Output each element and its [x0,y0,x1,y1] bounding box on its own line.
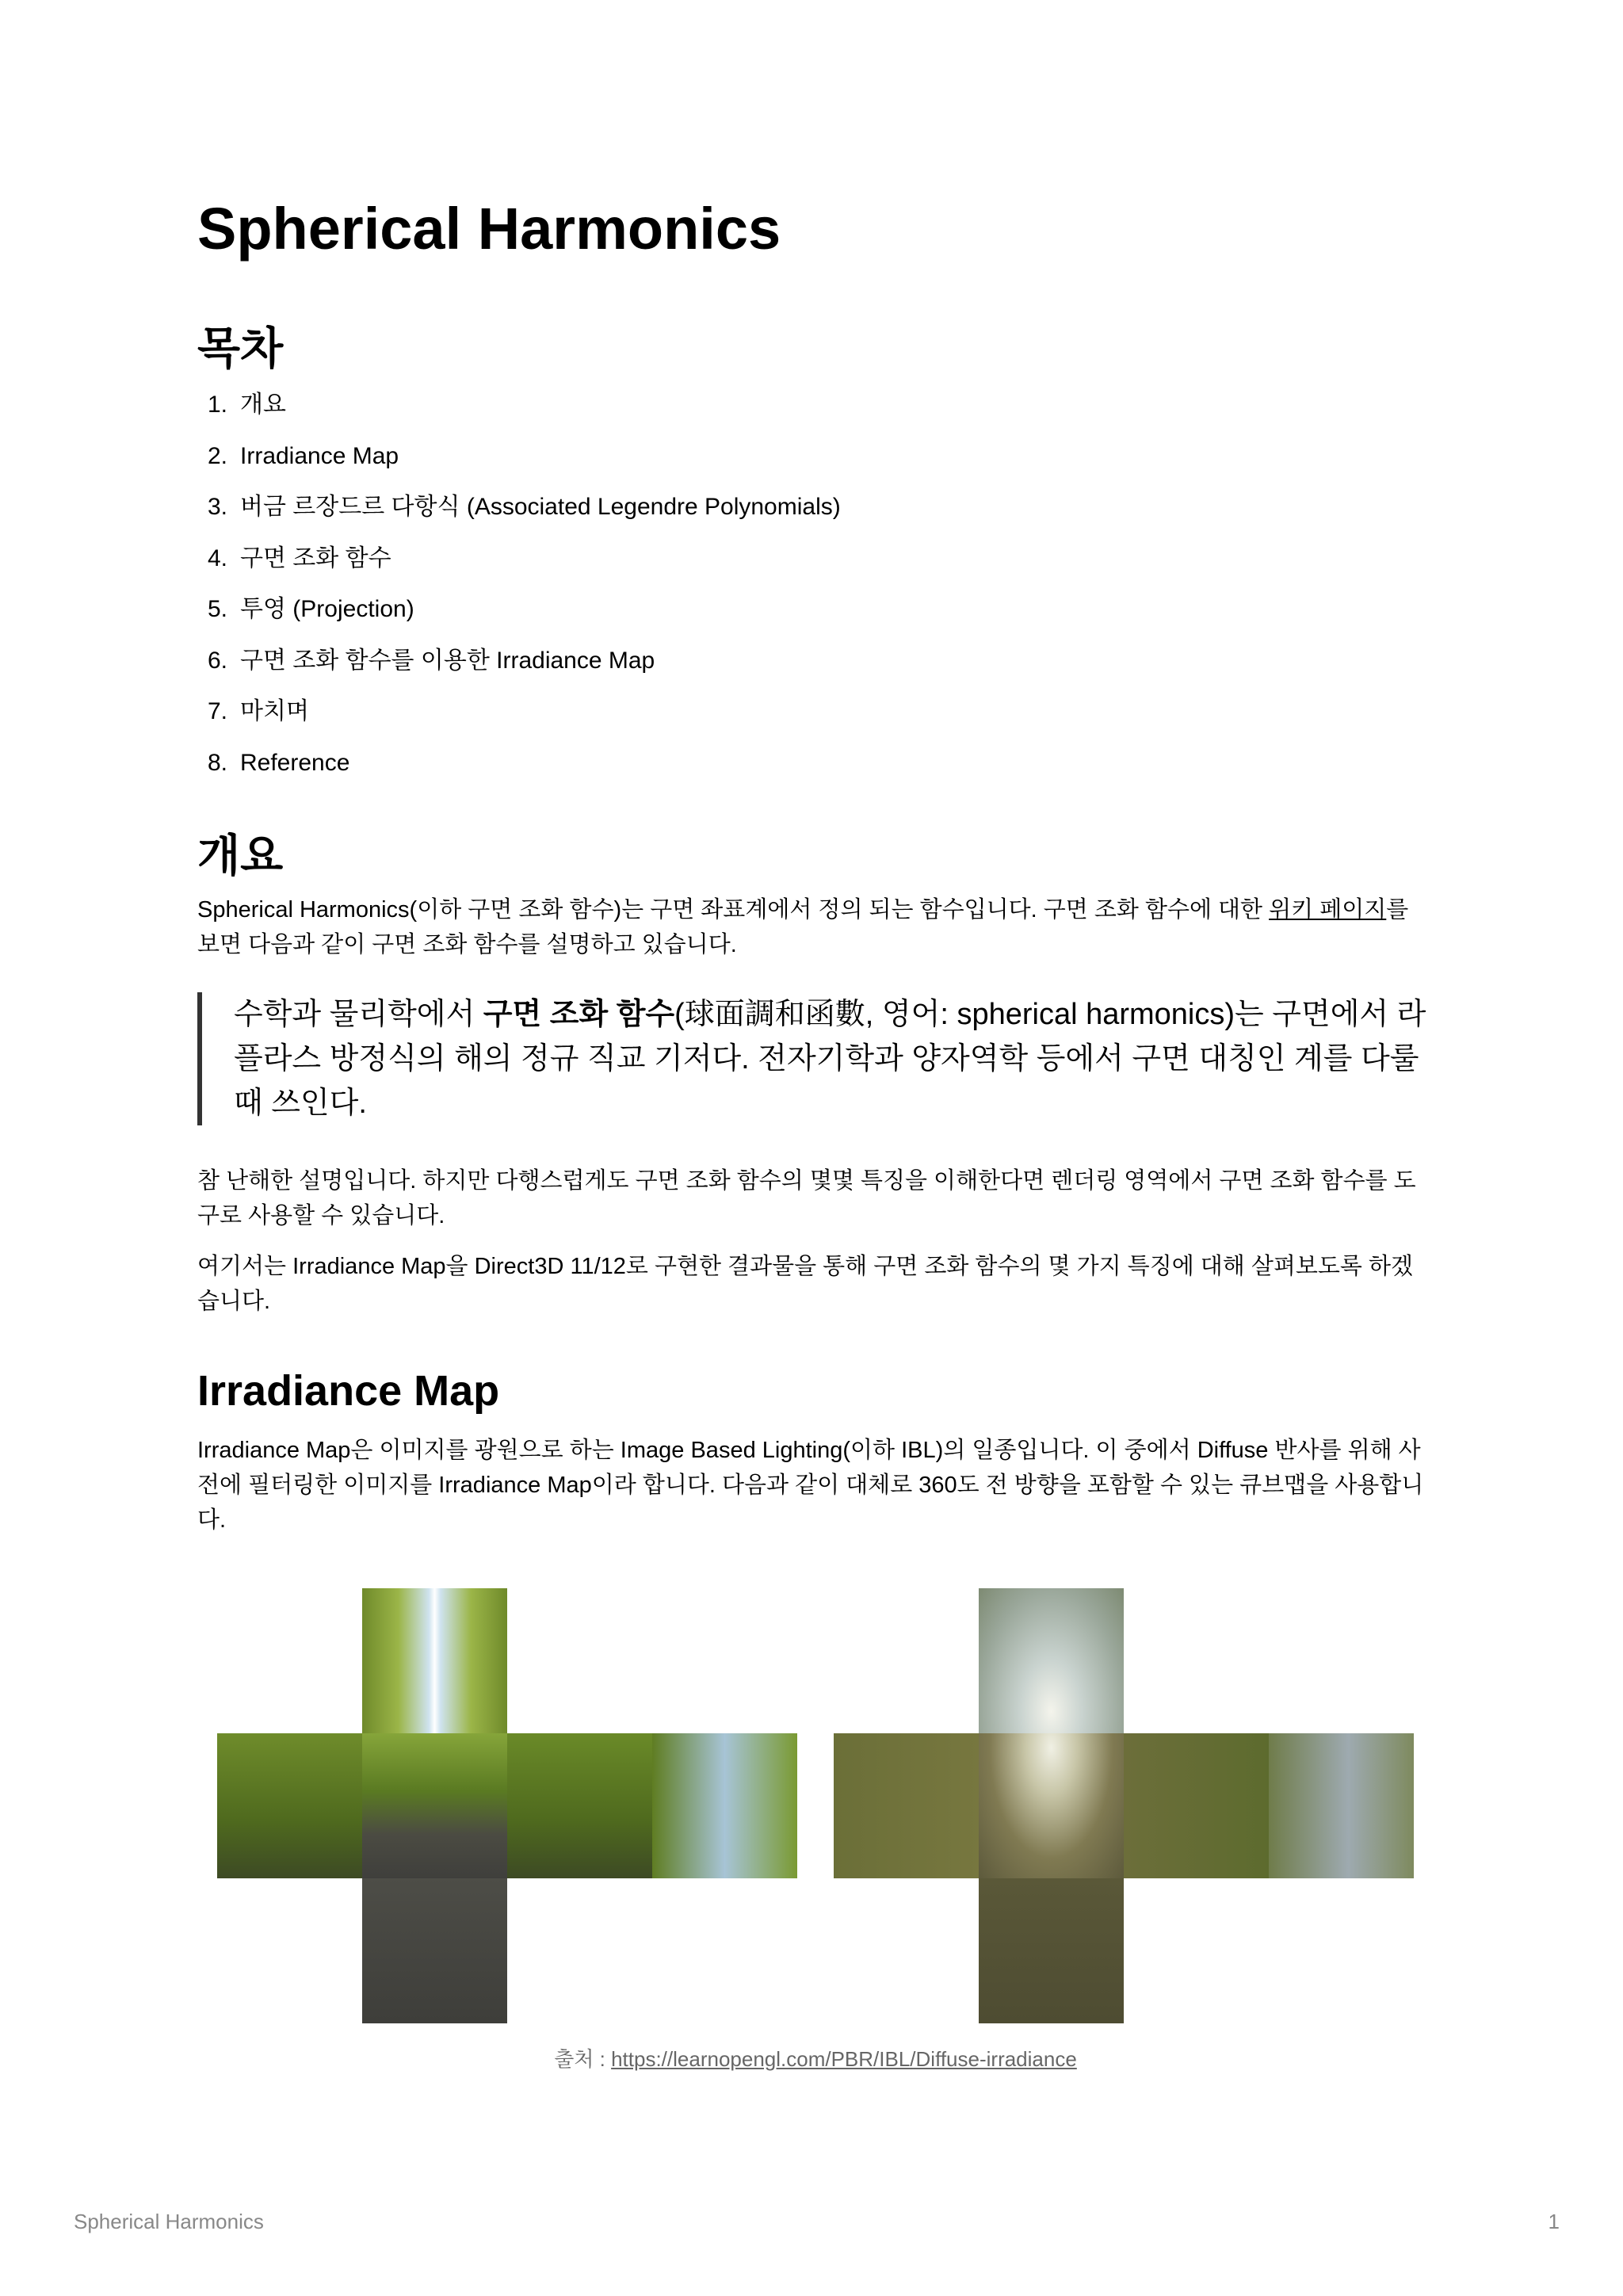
toc-item-label: 구면 조화 함수 [240,544,391,571]
overview-paragraph-1: Spherical Harmonics(이하 구면 조화 함수)는 구면 좌표계에서 정의 되는 함수입니다. 구면 조화 함수에 대한 위키 페이지를 보면 다음과 같이 구면 조화 함수를 설명하고 있습니다. [197,897,1409,957]
toc-heading: 목차 [197,323,284,373]
toc-item[interactable]: 1. 개요 [197,386,841,437]
overview-paragraph-2: 참 난해한 설명입니다. 하지만 다행스럽게도 구면 조화 함수의 몇몇 특징을 이해한다면 렌더링 영역에서 구면 조화 함수를 도구로 사용할 수 있습니다. [197,1168,1416,1228]
irradiance-cubemap-image [834,1588,1414,2023]
table-of-contents [197,386,841,795]
toc-item-label: Reference [240,749,350,776]
overview-heading: 개요 [197,831,284,881]
page-title: Spherical Harmonics [197,196,781,262]
toc-item[interactable]: 2. Irradiance Map [197,437,841,489]
wiki-page-link[interactable]: 위키 페이지 [1269,897,1387,923]
toc-item-label: Irradiance Map [240,442,399,469]
irradiance-heading: Irradiance Map [197,1367,500,1415]
wiki-quote: 수학과 물리학에서 구면 조화 함수(球面調和函數, 영어: spherical harmonics)는 구면에서 라플라스 방정식의 해의 정규 직교 기저다. 전자기학과 양자역학 등에서 구면 대칭인 계를 다룰 때 쓰인다. [197,992,1434,1125]
toc-item[interactable]: 5. 투영 (Projection) [197,590,841,642]
footer-page-number: 1 [1548,2210,1560,2233]
toc-item[interactable]: 4. 구면 조화 함수 [197,540,841,591]
irradiance-paragraph: Irradiance Map은 이미지를 광원으로 하는 Image Based Lighting(이하 IBL)의 일종입니다. 이 중에서 Diffuse 반사를 위해 사전에 필터링한 이미지를 Irradiance Map이라 합니다. 다음과 같이 대체로 360도 전 방향을 포함할 수 있는 큐브맵을 사용합니다. [197,1438,1424,1533]
toc-item-label: 버금 르장드르 다항식 (Associated Legendre Polynomials) [240,494,841,520]
toc-item-label: 투영 (Projection) [240,596,414,622]
toc-item[interactable]: 8. Reference [197,744,841,796]
source-link[interactable]: https://learnopengl.com/PBR/IBL/Diffuse-irradiance [611,2047,1077,2071]
quote-bold-term: 구면 조화 함수 [483,998,675,1031]
toc-item-label: 개요 [240,392,286,418]
overview-paragraph-3: 여기서는 Irradiance Map을 Direct3D 11/12로 구현한 결과물을 통해 구면 조화 함수의 몇 가지 특징에 대해 살펴보도록 하겠습니다. [197,1254,1414,1314]
toc-item-label: 마치며 [240,698,309,724]
environment-cubemap-image [217,1588,797,2023]
toc-item[interactable]: 7. 마치며 [197,693,841,744]
toc-item[interactable]: 6. 구면 조화 함수를 이용한 Irradiance Map [197,642,841,693]
toc-item-label: 구면 조화 함수를 이용한 Irradiance Map [240,647,655,674]
footer-document-title: Spherical Harmonics [74,2210,264,2233]
image-caption: 출처 : https://learnopengl.com/PBR/IBL/Diffuse-irradiance [554,2047,1077,2071]
toc-item[interactable]: 3. 버금 르장드르 다항식 (Associated Legendre Polynomials) [197,488,841,540]
